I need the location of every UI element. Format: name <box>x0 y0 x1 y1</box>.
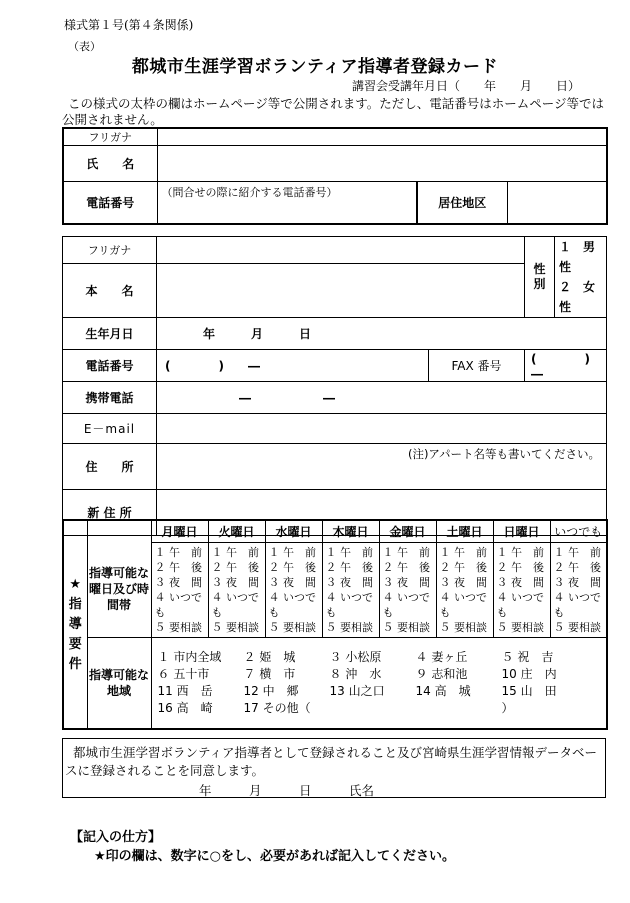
notice-line-2: 公開されません。 <box>62 112 163 127</box>
time-slot-option[interactable]: １ 午 前 <box>553 545 601 559</box>
consent-line-2: スに登録されることを同意します。 <box>65 763 265 778</box>
new-address-label: 新 住 所 <box>63 490 157 536</box>
real-name-input[interactable] <box>157 264 525 318</box>
gender-female[interactable]: ２ 女 性 <box>559 280 596 314</box>
day-anytime: いつでも <box>550 520 607 542</box>
time-slot-option[interactable]: １ 午 前 <box>268 545 316 559</box>
slots-mon[interactable] <box>151 542 208 637</box>
page-title: 都城市生涯学習ボランティア指導者登録カード <box>131 57 499 77</box>
consent-line-1: 都城市生涯学習ボランティア指導者として登録されること及び宮崎県生涯学習情報データベー <box>73 745 598 760</box>
email-label: E－mail <box>63 414 157 444</box>
consent-box <box>62 738 606 798</box>
star-icon: ★ <box>69 576 82 592</box>
phone-fields: ( ) ― <box>165 359 260 373</box>
time-slot-option[interactable]: ３ 夜 間 <box>325 575 373 589</box>
area-option[interactable]: 17 その他（ <box>243 700 311 715</box>
time-slot-option[interactable]: ３ 夜 間 <box>382 575 430 589</box>
phone-label-2: 電話番号 <box>63 350 157 382</box>
time-slot-option[interactable]: １ 午 前 <box>439 545 487 559</box>
area-option[interactable]: ４ 妻ヶ丘 <box>415 649 468 664</box>
slots-anytime[interactable] <box>550 542 607 637</box>
address-input[interactable] <box>157 444 607 490</box>
area-option[interactable]: ６ 五十市 <box>157 666 210 681</box>
notice-line-1: この様式の太枠の欄はホームページ等で公開されます。ただし、電話番号はホームページ等では <box>68 96 605 111</box>
time-slot-option[interactable]: １ 午 前 <box>496 545 544 559</box>
time-slot-option[interactable]: ５ 要相談 <box>268 620 316 634</box>
gender-label: 性別 <box>525 237 555 318</box>
time-slot-option[interactable]: ４ いつでも <box>268 590 316 619</box>
slots-sun[interactable] <box>493 542 550 637</box>
time-slot-option[interactable]: ４ いつでも <box>325 590 373 619</box>
name-label: 氏 名 <box>63 146 157 182</box>
time-slot-option[interactable]: ５ 要相談 <box>439 620 487 634</box>
day-tue: 火曜日 <box>208 520 265 542</box>
mobile-label: 携帯電話 <box>63 382 157 414</box>
day-wed: 水曜日 <box>265 520 322 542</box>
birth-input[interactable] <box>157 318 607 350</box>
consent-signature-line[interactable]: 年 月 日 氏名 <box>199 783 375 798</box>
birth-label: 生年月日 <box>63 318 157 350</box>
requirements-section-label: ★ 指 導 要 件 <box>63 520 87 729</box>
area-option[interactable]: ７ 横 市 <box>243 666 296 681</box>
area-row <box>158 700 601 717</box>
public-info-table <box>62 127 608 225</box>
day-thu: 木曜日 <box>322 520 379 542</box>
day-sun: 日曜日 <box>493 520 550 542</box>
time-slot-option[interactable]: ５ 要相談 <box>496 620 544 634</box>
time-label: 指導可能な曜日及び時間帯 <box>87 542 151 637</box>
name-input[interactable] <box>157 146 607 182</box>
time-slot-option[interactable]: ５ 要相談 <box>553 620 601 634</box>
gender-options[interactable] <box>555 237 607 318</box>
birth-fields: 年 月 日 <box>203 327 312 341</box>
area-option[interactable]: 11 西 岳 <box>157 683 213 698</box>
furigana-label-2: フリガナ <box>63 237 157 264</box>
instructions-body: ★印の欄は、数字に○をし、必要があれば記入してください。 <box>94 849 455 864</box>
phone-note: （問合せの際に紹介する電話番号） <box>161 186 338 199</box>
time-slot-option[interactable]: ５ 要相談 <box>382 620 430 634</box>
fax-fields: ( ) ― <box>531 352 615 381</box>
time-slot-option[interactable]: ３ 夜 間 <box>439 575 487 589</box>
slots-thu[interactable] <box>322 542 379 637</box>
area-option[interactable]: 13 山之口 <box>329 683 385 698</box>
time-slot-option[interactable]: ２ 午 後 <box>553 560 601 574</box>
time-slot-option[interactable]: ３ 夜 間 <box>553 575 601 589</box>
furigana-label: フリガナ <box>63 128 157 146</box>
time-slot-option[interactable]: ４ いつでも <box>154 590 202 619</box>
area-option[interactable]: ８ 沖 水 <box>329 666 382 681</box>
area-option[interactable]: 10 庄 内 <box>501 666 557 681</box>
time-slot-option[interactable]: ２ 午 後 <box>268 560 316 574</box>
time-slot-option[interactable]: ４ いつでも <box>439 590 487 619</box>
time-slot-option[interactable]: ５ 要相談 <box>211 620 259 634</box>
fax-input[interactable] <box>525 350 615 382</box>
time-slot-option[interactable]: ３ 夜 間 <box>211 575 259 589</box>
phone-input-2[interactable] <box>157 350 429 382</box>
area-option[interactable]: ９ 志和池 <box>415 666 468 681</box>
time-slot-option[interactable]: １ 午 前 <box>325 545 373 559</box>
time-slot-option[interactable]: ２ 午 後 <box>325 560 373 574</box>
time-slot-option[interactable]: １ 午 前 <box>211 545 259 559</box>
time-slot-option[interactable]: ２ 午 後 <box>439 560 487 574</box>
time-slot-option[interactable]: ３ 夜 間 <box>268 575 316 589</box>
area-option[interactable]: 15 山 田 <box>501 683 557 698</box>
time-slot-option[interactable]: ３ 夜 間 <box>496 575 544 589</box>
time-slot-option[interactable]: １ 午 前 <box>382 545 430 559</box>
side-label: （表） <box>68 40 101 53</box>
time-slot-option[interactable]: ４ いつでも <box>553 590 601 619</box>
fax-label: FAX 番号 <box>429 350 525 382</box>
address-note: (注)アパート名等も書いてください。 <box>407 447 601 461</box>
instructions-title: 【記入の仕方】 <box>70 830 162 845</box>
time-slot-option[interactable]: ４ いつでも <box>211 590 259 619</box>
furigana-input[interactable] <box>157 128 607 146</box>
area-option[interactable]: ３ 小松原 <box>329 649 382 664</box>
time-slot-option[interactable]: １ 午 前 <box>154 545 202 559</box>
mobile-input[interactable] <box>157 382 607 414</box>
time-slot-option[interactable]: ５ 要相談 <box>325 620 373 634</box>
time-slot-option[interactable]: ５ 要相談 <box>154 620 202 634</box>
gender-male[interactable]: １ 男 性 <box>559 240 596 274</box>
area-option[interactable]: ） <box>501 700 514 715</box>
phone-label: 電話番号 <box>63 182 157 224</box>
time-slot-option[interactable]: ２ 午 後 <box>382 560 430 574</box>
area-option[interactable]: 16 高 崎 <box>157 700 213 715</box>
area-row <box>158 649 601 666</box>
area-option[interactable]: 12 中 郷 <box>243 683 299 698</box>
time-slot-option[interactable]: ２ 午 後 <box>496 560 544 574</box>
area-option[interactable]: ２ 姫 城 <box>243 649 296 664</box>
day-sat: 土曜日 <box>436 520 493 542</box>
form-number: 様式第１号(第４条関係) <box>64 18 194 32</box>
slots-tue[interactable] <box>208 542 265 637</box>
area-row <box>158 683 601 700</box>
furigana-input-2[interactable] <box>157 237 525 264</box>
slots-fri[interactable] <box>379 542 436 637</box>
phone-input[interactable] <box>157 182 417 224</box>
time-slot-option[interactable]: ２ 午 後 <box>211 560 259 574</box>
real-name-label: 本 名 <box>63 264 157 318</box>
requirements-table <box>62 519 608 730</box>
area-label-2: 指導可能な地域 <box>87 637 151 729</box>
slots-sat[interactable] <box>436 542 493 637</box>
address-label: 住 所 <box>63 444 157 490</box>
mobile-fields: ― ― <box>239 391 336 405</box>
day-mon: 月曜日 <box>151 520 208 542</box>
time-slot-option[interactable]: ４ いつでも <box>382 590 430 619</box>
personal-info-table <box>62 236 615 536</box>
area-option[interactable]: １ 市内全域 <box>157 649 222 664</box>
day-fri: 金曜日 <box>379 520 436 542</box>
area-option[interactable]: ５ 祝 吉 <box>501 649 554 664</box>
time-slot-option[interactable]: ４ いつでも <box>496 590 544 619</box>
area-options[interactable] <box>151 637 607 729</box>
area-label: 居住地区 <box>417 182 507 224</box>
area-option[interactable]: 14 高 城 <box>415 683 471 698</box>
area-row <box>158 666 601 683</box>
course-date-label: 講習会受講年月日（ 年 月 日） <box>352 79 581 93</box>
time-slot-option[interactable]: ３ 夜 間 <box>154 575 202 589</box>
area-input[interactable] <box>507 182 607 224</box>
slots-wed[interactable] <box>265 542 322 637</box>
email-input[interactable] <box>157 414 607 444</box>
time-slot-option[interactable]: ２ 午 後 <box>154 560 202 574</box>
